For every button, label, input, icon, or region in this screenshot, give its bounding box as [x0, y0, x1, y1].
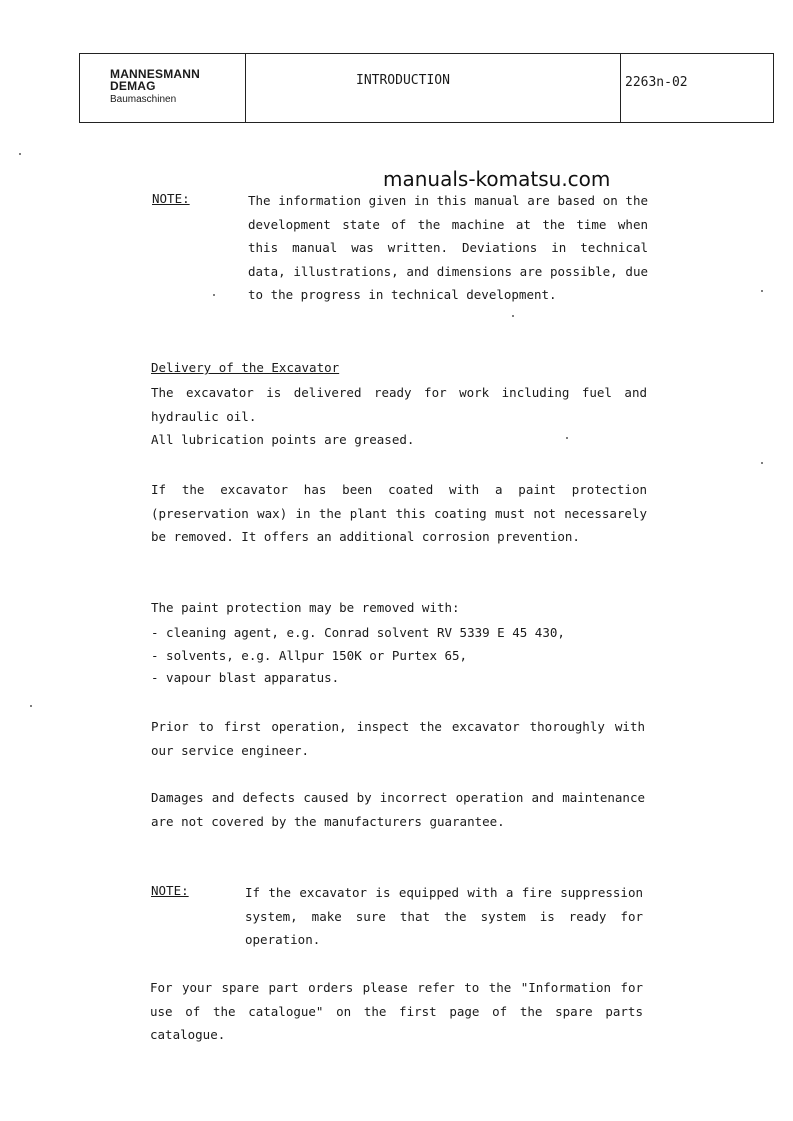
note-text-1: The information given in this manual are based on the development state of the machine at the time when this manual was written. Deviations in technical data, illustrations, and dimensions are possible, due to the progress in technical development. — [248, 193, 648, 302]
title-cell — [246, 54, 621, 122]
note-label-2: NOTE: — [151, 883, 189, 898]
document-header — [79, 53, 774, 123]
paint-protection-paragraph: If the excavator has been coated with a paint protection (preservation wax) in the plant this coating must not necessarely be removed. It offers an additional corrosion prevention. — [151, 482, 647, 544]
lubrication-text: All lubrication points are greased. — [151, 432, 415, 447]
section-title: INTRODUCTION — [356, 73, 450, 88]
scan-speck — [213, 294, 215, 296]
removal-intro: The paint protection may be removed with: — [151, 600, 460, 615]
delivery-heading: Delivery of the Excavator — [151, 360, 340, 375]
spare-parts-paragraph: For your spare part orders please refer to the "Information for use of the catalogue" on the first page of the spare parts catalogue. — [150, 980, 643, 1042]
code-cell — [621, 54, 773, 122]
prior-operation-paragraph: Prior to first operation, inspect the excavator thoroughly with our service engineer. — [151, 719, 645, 758]
guarantee-paragraph: Damages and defects caused by incorrect operation and maintenance are not covered by the manufacturers guarantee. — [151, 790, 645, 829]
scan-speck — [566, 437, 568, 439]
scan-speck — [761, 462, 763, 464]
company-logo-cell — [80, 54, 246, 122]
company-logo-line1: MANNESMANN — [110, 67, 200, 81]
note-label-1: NOTE: — [152, 191, 190, 206]
document-code: 2263n-02 — [625, 75, 688, 90]
watermark-text: manuals-komatsu.com — [383, 167, 611, 191]
removal-item-2: - solvents, e.g. Allpur 150K or Purtex 65, — [151, 648, 468, 663]
scan-speck — [30, 705, 32, 707]
removal-item-1: - cleaning agent, e.g. Conrad solvent RV 5339 E 45 430, — [151, 625, 565, 640]
scan-speck — [512, 315, 514, 317]
scan-speck — [19, 153, 21, 155]
company-logo-line2: DEMAG — [110, 79, 156, 93]
delivery-text: The excavator is delivered ready for work including fuel and hydraulic oil. — [151, 385, 647, 424]
removal-item-3: - vapour blast apparatus. — [151, 670, 340, 685]
scan-speck — [761, 290, 763, 292]
note-text-2: If the excavator is equipped with a fire suppression system, make sure that the system is ready for operation. — [245, 885, 643, 947]
company-division: Baumaschinen — [110, 94, 177, 105]
